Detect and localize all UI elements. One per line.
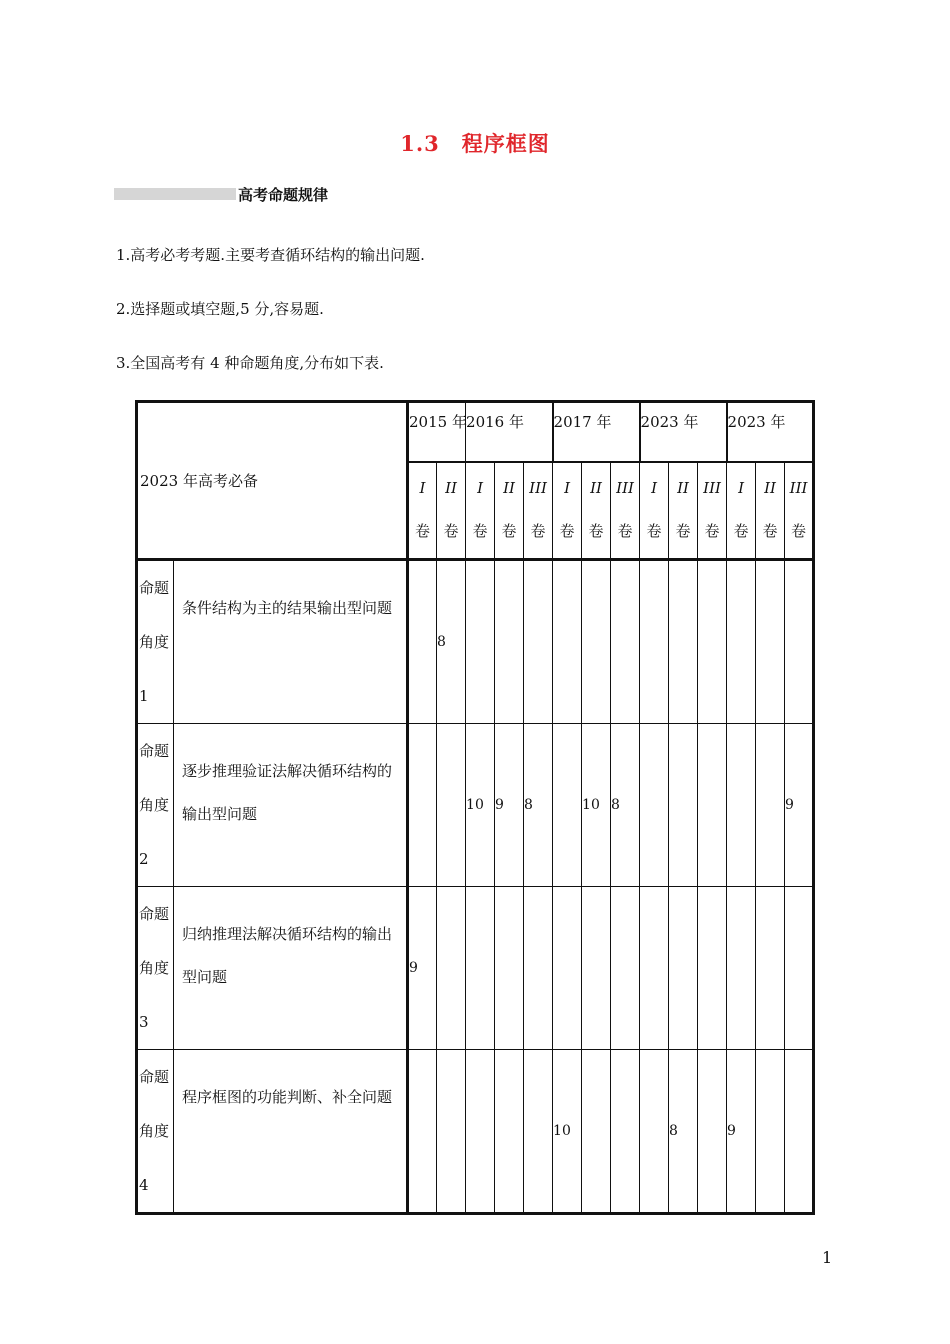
distribution-table — [135, 400, 815, 1215]
volume-header — [756, 462, 785, 560]
score-cell — [785, 1050, 814, 1214]
score-cell — [524, 560, 553, 724]
score-cell — [756, 1050, 785, 1214]
volume-suffix: 卷 — [559, 521, 575, 540]
score-cell: 10 — [553, 1050, 582, 1214]
score-cell — [466, 887, 495, 1050]
angle-description: 条件结构为主的结果输出型问题 — [174, 560, 408, 724]
paragraph-1: 1.高考必考考题.主要考查循环结构的输出问题. — [116, 246, 425, 264]
angle-label-line: 命题 — [139, 905, 170, 923]
score-cell: 8 — [524, 724, 553, 887]
score-cell — [640, 887, 669, 1050]
score-cell: 8 — [437, 560, 466, 724]
score-cell — [495, 887, 524, 1050]
score-cell — [611, 887, 640, 1050]
angle-label — [137, 724, 174, 887]
score-cell — [669, 724, 698, 887]
volume-header — [524, 462, 553, 560]
angle-description: 逐步推理验证法解决循环结构的输出型问题 — [174, 724, 408, 887]
score-cell — [640, 560, 669, 724]
score-cell — [698, 1050, 727, 1214]
score-cell — [408, 724, 437, 887]
table-row — [137, 560, 814, 724]
score-cell — [785, 887, 814, 1050]
angle-label-line: 角度 — [139, 796, 170, 814]
angle-label-line: 4 — [139, 1176, 149, 1194]
score-cell — [408, 1050, 437, 1214]
score-cell — [669, 887, 698, 1050]
table-corner-header: 2023 年高考必备 — [137, 402, 408, 560]
score-cell — [785, 560, 814, 724]
score-cell — [611, 560, 640, 724]
score-cell: 9 — [785, 724, 814, 887]
score-cell — [698, 887, 727, 1050]
volume-suffix: 卷 — [646, 521, 662, 540]
volume-header — [698, 462, 727, 560]
volume-suffix: 卷 — [791, 521, 807, 540]
score-cell — [553, 887, 582, 1050]
volume-numeral: II — [503, 478, 515, 497]
score-cell — [582, 560, 611, 724]
score-cell — [669, 560, 698, 724]
volume-numeral: III — [616, 478, 634, 497]
score-cell — [611, 1050, 640, 1214]
volume-numeral: I — [564, 478, 571, 497]
angle-label-line: 命题 — [139, 742, 170, 760]
score-cell — [727, 560, 756, 724]
volume-suffix: 卷 — [415, 521, 431, 540]
section-heading: 高考命题规律 — [238, 186, 329, 204]
score-cell: 10 — [582, 724, 611, 887]
angle-label — [137, 560, 174, 724]
volume-header — [640, 462, 669, 560]
table-row — [137, 887, 814, 1050]
score-cell — [756, 724, 785, 887]
score-cell — [408, 560, 437, 724]
angle-label — [137, 1050, 174, 1214]
angle-label-line: 命题 — [139, 579, 170, 597]
angle-label-line: 角度 — [139, 1122, 170, 1140]
score-cell — [698, 560, 727, 724]
section-heading-bar — [114, 188, 236, 200]
volume-header — [785, 462, 814, 560]
volume-numeral: III — [789, 478, 808, 497]
score-cell — [698, 724, 727, 887]
volume-suffix: 卷 — [762, 521, 778, 540]
volume-header — [611, 462, 640, 560]
volume-header — [437, 462, 466, 560]
angle-label-line: 角度 — [139, 959, 170, 977]
score-cell — [727, 887, 756, 1050]
score-cell — [640, 724, 669, 887]
volume-numeral: I — [738, 478, 745, 497]
angle-description: 归纳推理法解决循环结构的输出型问题 — [174, 887, 408, 1050]
volume-suffix: 卷 — [530, 521, 546, 540]
score-cell — [553, 724, 582, 887]
paragraph-3: 3.全国高考有 4 种命题角度,分布如下表. — [116, 354, 384, 372]
angle-label-line: 角度 — [139, 633, 170, 651]
angle-description: 程序框图的功能判断、补全问题 — [174, 1050, 408, 1214]
volume-suffix: 卷 — [443, 521, 459, 540]
score-cell — [524, 887, 553, 1050]
score-cell — [437, 724, 466, 887]
volume-suffix: 卷 — [675, 521, 691, 540]
year-header: 2015 年 — [408, 402, 466, 462]
score-cell — [495, 560, 524, 724]
year-header: 2017 年 — [553, 402, 640, 462]
angle-label-line: 1 — [139, 687, 149, 705]
angle-label-line: 命题 — [139, 1068, 170, 1086]
score-cell — [727, 724, 756, 887]
table-row — [137, 1050, 814, 1214]
angle-label-line: 3 — [139, 1013, 149, 1031]
volume-numeral: III — [529, 478, 547, 497]
score-cell — [582, 887, 611, 1050]
volume-header — [466, 462, 495, 560]
score-cell: 9 — [727, 1050, 756, 1214]
score-cell — [756, 560, 785, 724]
volume-suffix: 卷 — [617, 521, 633, 540]
score-cell — [466, 560, 495, 724]
year-header: 2016 年 — [466, 402, 553, 462]
score-cell — [640, 1050, 669, 1214]
volume-suffix: 卷 — [501, 521, 517, 540]
volume-numeral: II — [764, 478, 776, 497]
volume-header — [727, 462, 756, 560]
score-cell: 8 — [669, 1050, 698, 1214]
paragraph-2: 2.选择题或填空题,5 分,容易题. — [116, 300, 324, 318]
volume-numeral: I — [477, 478, 483, 497]
volume-numeral: II — [677, 478, 689, 497]
score-cell — [437, 887, 466, 1050]
score-cell — [437, 1050, 466, 1214]
table-row — [137, 724, 814, 887]
volume-header — [553, 462, 582, 560]
page-number: 1 — [822, 1248, 833, 1267]
year-header: 2023 年 — [640, 402, 727, 462]
year-header: 2023 年 — [727, 402, 814, 462]
score-cell: 9 — [495, 724, 524, 887]
volume-header — [495, 462, 524, 560]
volume-header — [669, 462, 698, 560]
score-cell — [756, 887, 785, 1050]
angle-label — [137, 887, 174, 1050]
volume-suffix: 卷 — [588, 521, 604, 540]
score-cell: 8 — [611, 724, 640, 887]
volume-numeral: II — [590, 478, 602, 497]
volume-suffix: 卷 — [704, 521, 720, 540]
score-cell — [495, 1050, 524, 1214]
page-title: 1.3 程序框图 — [400, 131, 550, 156]
volume-suffix: 卷 — [733, 521, 749, 540]
volume-numeral: I — [419, 478, 426, 497]
score-cell — [524, 1050, 553, 1214]
volume-header — [582, 462, 611, 560]
volume-numeral: II — [445, 478, 457, 497]
score-cell — [553, 560, 582, 724]
score-cell — [582, 1050, 611, 1214]
volume-header — [408, 462, 437, 560]
angle-label-line: 2 — [139, 850, 149, 868]
volume-numeral: III — [703, 478, 721, 497]
volume-numeral: I — [651, 478, 658, 497]
score-cell: 10 — [466, 724, 495, 887]
score-cell: 9 — [408, 887, 437, 1050]
score-cell — [466, 1050, 495, 1214]
volume-suffix: 卷 — [472, 521, 488, 540]
